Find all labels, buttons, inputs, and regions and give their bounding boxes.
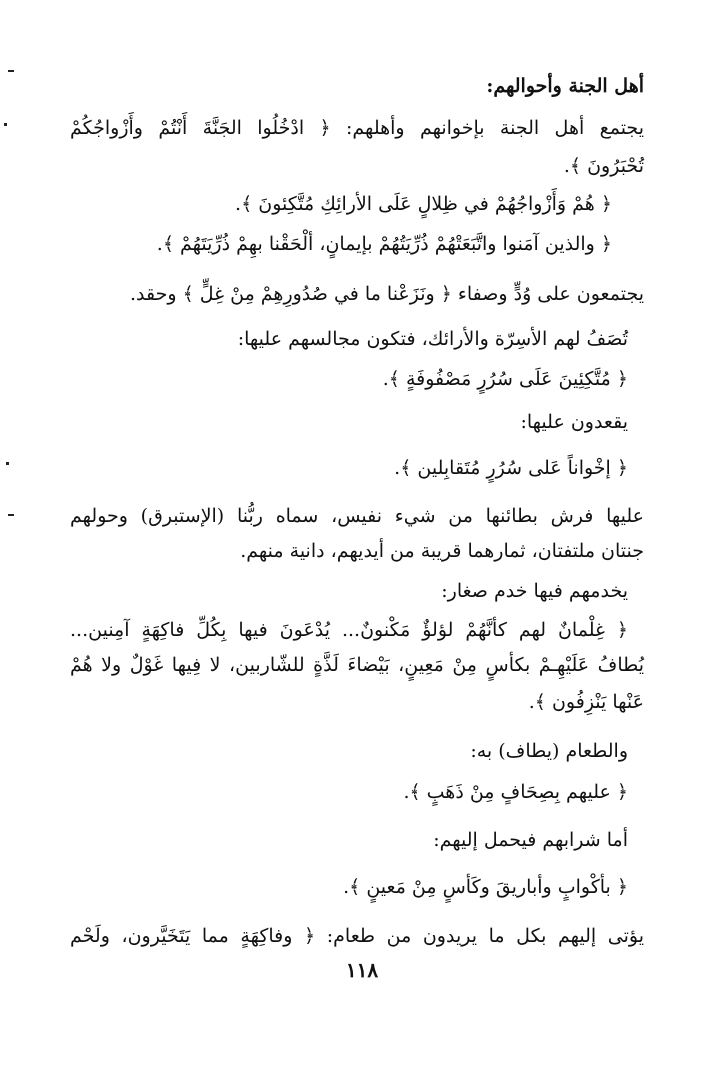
text-line: يؤتى إليهم بكل ما يريدون من طعام: ﴿ وفاكِهَةٍ مما يَتَخَيَّرون، ولَحْم	[70, 925, 644, 947]
text-line: يجتمع أهل الجنة بإخوانهم وأهلهم: ﴿ ادْخُلُوا الجَنَّةَ أَنْتُمْ وأَزْواجُكُمْ	[70, 117, 644, 139]
quran-verse: ﴿ والذين آمَنوا واتَّبَعَتْهُمْ ذُرِّيَتُهُمْ بإيمانٍ، ألْحَقْنا بهِمْ ذُرِّيَتَهُمْ ﴾.	[156, 233, 612, 255]
quran-verse: ﴿ هُمْ وَأَزْواجُهُمْ في ظِلالٍ عَلَى الأرائِكِ مُتَّكِئونَ ﴾.	[235, 193, 612, 215]
text-line: يخدمهم فيها خدم صغار:	[441, 580, 628, 602]
text-line: والطعام (يطاف) به:	[470, 740, 628, 762]
quran-verse: ﴿ غِلْمانٌ لهم كأنَّهُمْ لؤلؤٌ مَكْنونٌ... يُدْعَونَ فيها بِكُلِّ فاكِهَةٍ آمِنين...	[70, 619, 628, 641]
text-line: عليها فرش بطائنها من شيء نفيس، سماه ربُّنا (الإستبرق) وحولهم	[70, 505, 644, 527]
text-line: يقعدون عليها:	[520, 411, 628, 433]
page-number: ١١٨	[345, 958, 379, 982]
quran-verse: ﴿ عليهم بِصِحَافٍ مِنْ ذَهَبٍ ﴾.	[403, 781, 628, 803]
scan-mark	[4, 123, 7, 126]
quran-verse: ﴿ مُتَّكِئِينَ عَلَى سُرُرٍ مَصْفُوفَةٍ ﴾.	[382, 368, 628, 390]
scan-mark	[8, 514, 14, 516]
quran-verse: عَنْها يَنْزِفُون ﴾.	[528, 691, 644, 713]
section-heading: أهل الجنة وأحوالهم:	[486, 75, 644, 97]
quran-verse: ﴿ بأكْوابٍ وأباريقَ وكَأسٍ مِنْ مَعينٍ ﴾.	[343, 876, 628, 898]
quran-verse: يُطافُ عَلَيْهِـمْ بكأسٍ مِنْ مَعِينٍ، بَيْضاءَ لَذَّةٍ للشّاربين، لا فِيها غَوْلٌ ولا هُمْ	[70, 654, 644, 676]
text-line: تُصَفُ لهم الأسِرّة والأرائك، فتكون مجالسهم عليها:	[237, 328, 628, 350]
quran-verse: ﴿ إخْواناً عَلى سُرُرٍ مُتَقابِلين ﴾.	[394, 457, 628, 479]
scan-mark	[6, 462, 9, 465]
text-line: أما شرابهم فيحمل إليهم:	[433, 829, 628, 851]
text-line: تُحْبَرُونَ ﴾.	[563, 155, 644, 177]
scan-mark	[8, 70, 14, 72]
text-line: جنتان ملتفتان، ثمارهما قريبة من أيديهم، دانية منهم.	[240, 540, 644, 562]
text-line: يجتمعون على وُدٍّ وصفاء ﴿ ونَزَعْنا ما في صُدُورِهِمْ مِنْ غِلٍّ ﴾ وحقد.	[129, 283, 644, 305]
